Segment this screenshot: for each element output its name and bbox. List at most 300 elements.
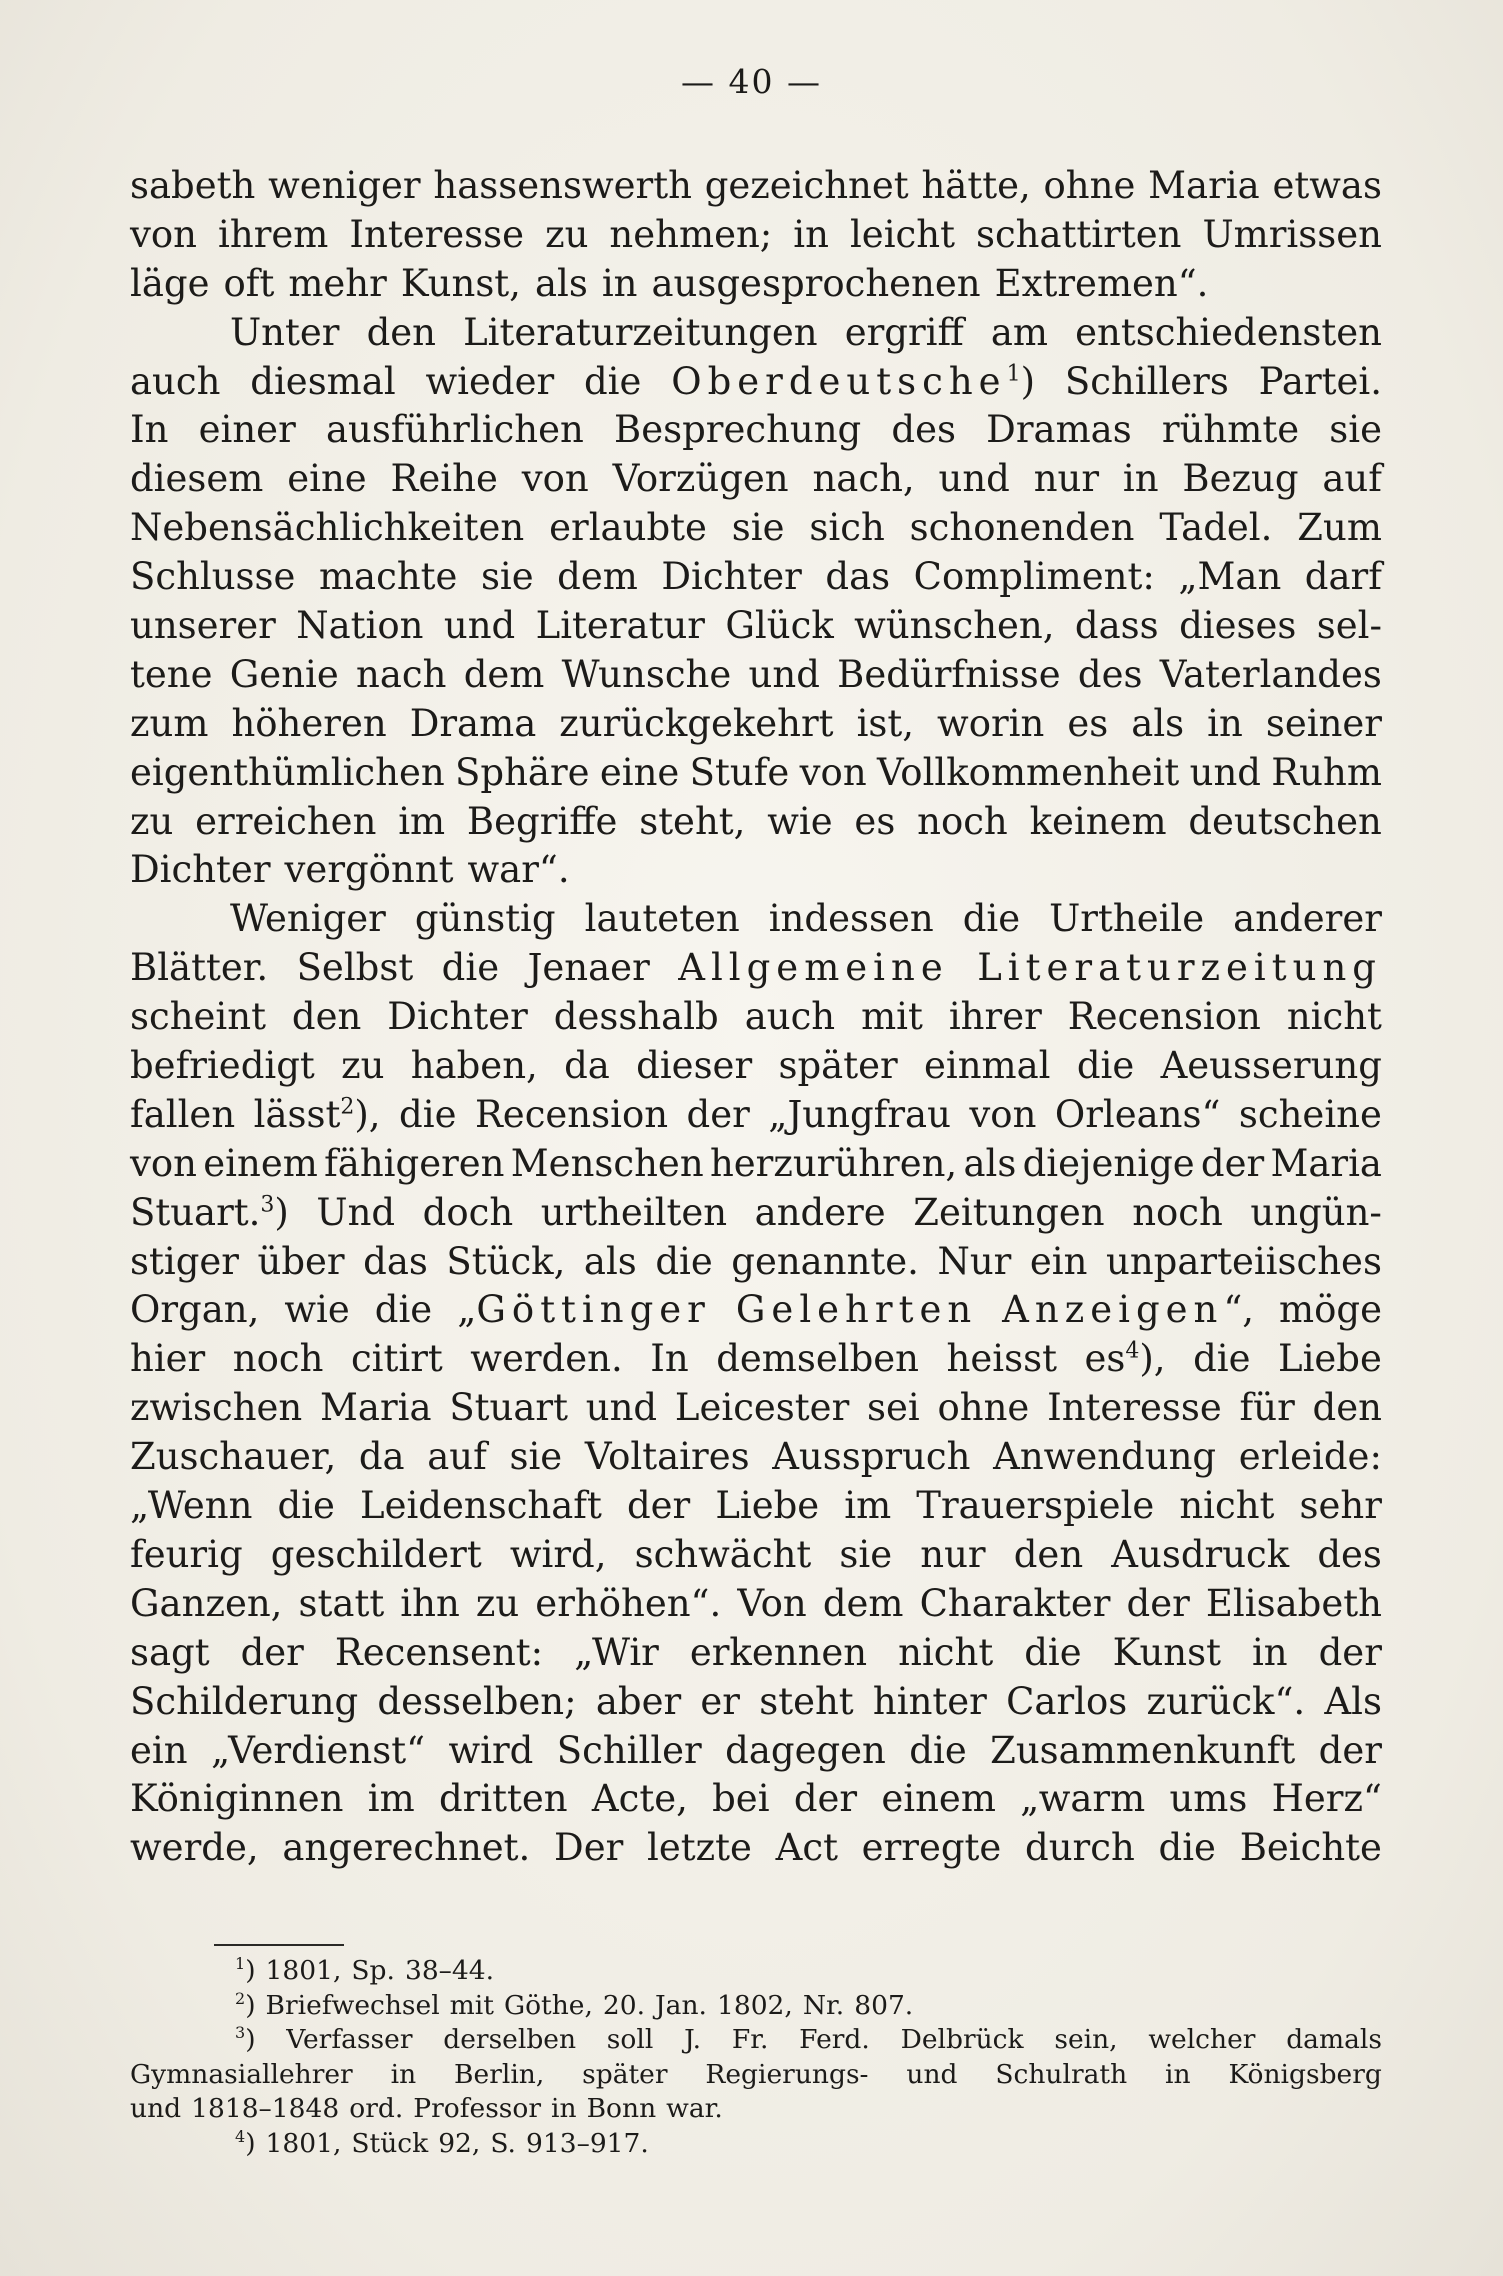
word: erhöhen“. [535, 1581, 722, 1625]
word: Maria [320, 1386, 432, 1430]
word: Königsberg [1228, 2058, 1382, 2090]
word: die [1193, 1337, 1251, 1381]
word: 913–917. [525, 2127, 649, 2159]
word: sel- [1316, 604, 1382, 648]
word: Nur [937, 1239, 1012, 1283]
word: Gymnasiallehrer [130, 2058, 353, 2090]
word: Stufe [689, 750, 790, 794]
word: erkennen [689, 1630, 868, 1674]
word: dem [557, 555, 638, 599]
word: Dramas [986, 408, 1132, 452]
word: einem [881, 1777, 996, 1821]
footnote-marker: 3 [235, 2023, 246, 2043]
word: Leicester [674, 1386, 850, 1430]
word: eine [287, 457, 367, 501]
word: sehr [1299, 1484, 1382, 1528]
word: haben, [410, 1044, 538, 1088]
text-line [130, 455, 1382, 504]
word: Maria [1270, 1141, 1382, 1185]
word: noch [1132, 1190, 1223, 1234]
word: entschiedensten [1075, 310, 1382, 354]
word: wird [448, 1728, 534, 1772]
word: 1801, [265, 2127, 342, 2159]
footnote-rule [214, 1944, 344, 1946]
word: Bonn [586, 2093, 657, 2125]
word: Nr. [802, 1989, 845, 2021]
word: ein [1029, 1239, 1088, 1283]
footnote-line [130, 2023, 1382, 2058]
word: steht [759, 1679, 854, 1723]
word: den [291, 995, 362, 1039]
word: es [854, 799, 896, 843]
word: sich [809, 506, 885, 550]
word: Kunst, [400, 261, 521, 305]
word: befriedigt [130, 1044, 315, 1088]
word: des [891, 408, 956, 452]
word: Acte, [591, 1777, 688, 1821]
word: deutschen [1188, 799, 1382, 843]
word: Jenaer [527, 946, 650, 990]
text-line [130, 309, 1382, 358]
footnote-marker: 2 [235, 1988, 246, 2008]
word: sie [1329, 408, 1382, 452]
word: Sphäre [455, 750, 590, 794]
word: fallen [130, 1092, 236, 1136]
word: herzurühren, [709, 1141, 958, 1185]
word: später [582, 2058, 668, 2090]
word: auch [130, 359, 221, 403]
word: Zusammenkunft [990, 1728, 1296, 1772]
word: 20. [602, 1989, 646, 2021]
word: etwas [1272, 164, 1382, 207]
word: diejenige [1022, 1141, 1195, 1185]
word: 1818–1848 [191, 2093, 340, 2125]
word: ausführlichen [325, 408, 584, 452]
word: Umrissen [1202, 212, 1382, 256]
word: $^4$) [235, 2127, 256, 2159]
word: läge [130, 261, 210, 305]
word: die [441, 946, 500, 990]
text-line [130, 504, 1382, 553]
word: der [1126, 1581, 1190, 1625]
word: Maria [1148, 164, 1260, 207]
word: feurig [130, 1532, 243, 1576]
word: und [748, 652, 820, 696]
word: Vaterlandes [1159, 652, 1382, 696]
word: Unter [230, 310, 340, 354]
word: citirt [350, 1337, 443, 1381]
footnote-marker: 4 [235, 2127, 246, 2147]
word: Organ, [130, 1288, 260, 1332]
word: im [844, 1484, 892, 1528]
text-line [130, 602, 1382, 651]
word: Carlos [1006, 1679, 1128, 1723]
word: 1801, [265, 1955, 342, 1986]
text-line [130, 993, 1382, 1042]
word: In [130, 408, 169, 452]
word: statt [298, 1581, 385, 1625]
word: die [1076, 1044, 1135, 1088]
word: ihrer [948, 995, 1042, 1039]
word: zurück“. [1146, 1679, 1306, 1723]
word: „Wir [574, 1630, 659, 1674]
word: werden. [470, 1337, 623, 1381]
word: die [374, 1288, 433, 1332]
word: erlaubte [549, 506, 707, 550]
word: war“. [467, 848, 570, 892]
word: rühmte [1161, 408, 1300, 452]
word: in [1122, 457, 1159, 501]
word: ihrem [218, 212, 329, 256]
word: Stuart [449, 1386, 568, 1430]
word: Ferd. [799, 2024, 870, 2056]
word: auch [744, 995, 836, 1039]
word: der [626, 1484, 691, 1528]
word: dem [463, 652, 545, 696]
word: Compliment: [913, 555, 1155, 599]
word: Leidenschaft [360, 1484, 602, 1528]
word: wie [767, 799, 833, 843]
word: Interesse [1047, 1386, 1222, 1430]
word: Literatur [535, 604, 705, 648]
footnotes [130, 1954, 1382, 2162]
word: Besprechung [614, 408, 862, 452]
text-line [130, 1042, 1382, 1091]
word: nur [920, 1532, 986, 1576]
text-line [130, 406, 1382, 455]
text-line [130, 1335, 1382, 1384]
word: nach [356, 652, 447, 696]
word: die [1158, 1826, 1216, 1870]
word: sagt [130, 1630, 210, 1674]
word: hätte, [921, 164, 1031, 207]
word: genannte. [731, 1239, 919, 1283]
word: andere [754, 1190, 886, 1234]
text-line [130, 211, 1382, 260]
word: weniger [268, 164, 421, 207]
word: Anzeigen“, [1002, 1288, 1255, 1332]
word: unparteiisches [1105, 1239, 1382, 1283]
word: mehr [288, 261, 387, 305]
word: zu [475, 1581, 520, 1625]
word: von [521, 457, 589, 501]
word: Stück [351, 2127, 429, 2159]
text-line [130, 1580, 1382, 1629]
word: ist, [856, 701, 915, 745]
word: sei [867, 1386, 920, 1430]
word: Liebe [1278, 1337, 1382, 1381]
word: Regierungs- [705, 2058, 869, 2090]
word: das [825, 555, 891, 599]
footnote-line [130, 1989, 1382, 2024]
word: „Man [1178, 555, 1282, 599]
footnote-line [130, 2127, 1382, 2162]
word: gezeichnet [704, 164, 909, 207]
word: In [650, 1337, 689, 1381]
word: steht, [639, 799, 746, 843]
word: als [1131, 701, 1185, 745]
word: zu [341, 1044, 385, 1088]
word: Berlin, [454, 2058, 545, 2090]
word: demselben [716, 1337, 920, 1381]
word: des [1317, 1532, 1382, 1576]
word: $es^4$), [1084, 1337, 1166, 1381]
text-line [130, 846, 1382, 895]
word: die [1024, 1630, 1082, 1674]
text-line [130, 1286, 1382, 1335]
word: Herz“ [1271, 1777, 1382, 1821]
text-line [130, 944, 1382, 993]
emphasis-spaced: Anzeigen [1002, 1288, 1224, 1332]
word: ein [130, 1728, 188, 1772]
word: Weniger [230, 897, 386, 941]
word: mit [861, 995, 923, 1039]
word: am [990, 310, 1049, 354]
word: Menschen [510, 1141, 704, 1185]
word: sabeth [130, 164, 256, 207]
word: und [1189, 750, 1261, 794]
word: Elisabeth [1205, 1581, 1382, 1625]
word: anderer [1233, 897, 1382, 941]
word: werde, [130, 1826, 259, 1870]
word: $^2$) [235, 1988, 256, 2021]
word: wird, [509, 1532, 607, 1576]
word: und [443, 604, 516, 648]
word: der [686, 1092, 750, 1136]
text-line [130, 553, 1382, 602]
word: Göthe, [503, 1989, 593, 2021]
word: unserer [130, 604, 276, 648]
word: Dichter [661, 555, 802, 599]
word [678, 944, 949, 993]
text-line [130, 1091, 1382, 1140]
word: möge [1279, 1288, 1382, 1332]
word: Bedürfnisse [837, 652, 1061, 696]
word: heisst [946, 1337, 1057, 1381]
word: Jan. [655, 1989, 707, 2021]
word: $^1$) [235, 1954, 256, 1986]
word: und [906, 2058, 958, 2090]
word: S. [490, 2127, 516, 2159]
word: von [130, 212, 198, 256]
word: lässt$^2$), [253, 1092, 381, 1136]
word: Oberdeutsche$^1$) [671, 359, 1036, 403]
word: schattirten [975, 212, 1182, 256]
word: Und [316, 1190, 396, 1234]
word: scheint [130, 995, 266, 1039]
word: eigenthümlichen [130, 750, 445, 794]
word: desshalb [553, 995, 719, 1039]
word: in [601, 261, 638, 305]
word: sein, [1054, 2024, 1118, 2056]
word: indessen [768, 897, 934, 941]
word: „warm [1020, 1777, 1146, 1821]
word: nicht [898, 1630, 994, 1674]
word: höheren [231, 701, 387, 745]
text-line [130, 1238, 1382, 1287]
word: damals [1286, 2024, 1382, 2056]
word: als [583, 1239, 637, 1283]
word: Glück [725, 604, 834, 648]
word: Zum [1297, 506, 1382, 550]
word: für [1239, 1386, 1295, 1430]
word: den [1013, 1532, 1084, 1576]
word: einmal [923, 1044, 1051, 1088]
text-line [130, 749, 1382, 798]
word: Extremen“. [994, 261, 1209, 305]
word: die [399, 1092, 457, 1136]
word: zu [130, 799, 174, 843]
word: Beichte [1239, 1826, 1382, 1870]
word: der [1200, 1141, 1265, 1185]
word: tene [130, 652, 213, 696]
word: angerechnet. [282, 1826, 531, 1870]
page-number: — 40 — [681, 62, 822, 101]
word: Briefwechsel [265, 1989, 440, 2021]
word: von [799, 750, 867, 794]
emphasis-spaced: Göttinger [476, 1288, 711, 1332]
word: schonenden [909, 506, 1135, 550]
word: sie [731, 506, 785, 550]
word: auf [427, 1435, 487, 1479]
text-line [130, 1384, 1382, 1433]
word: stiger [130, 1239, 239, 1283]
word: worin [937, 701, 1045, 745]
word: eine [599, 750, 680, 794]
word: wie [284, 1288, 350, 1332]
word: machte [318, 555, 458, 599]
text-line [130, 1433, 1382, 1482]
word: Selbst [296, 946, 414, 990]
text-line [130, 1824, 1382, 1873]
word: später [778, 1044, 898, 1088]
word [977, 944, 1382, 993]
word: Interesse [349, 212, 525, 256]
word: 92, [438, 2127, 481, 2159]
word: darf [1304, 555, 1382, 599]
word: Ausspruch [772, 1435, 971, 1479]
word: fähigeren [324, 1141, 505, 1185]
text-line [130, 1531, 1382, 1580]
text-line [130, 700, 1382, 749]
word: diesem [130, 457, 264, 501]
footnote-line [130, 2058, 1382, 2093]
word: sie [839, 1532, 893, 1576]
word: desselben; [377, 1679, 577, 1723]
word: zurückgekehrt [559, 701, 834, 745]
word: „Göttinger [457, 1288, 711, 1332]
word: als [534, 261, 588, 305]
word: leicht [849, 212, 955, 256]
word: Fr. [731, 2024, 769, 2056]
word: die [655, 1239, 713, 1283]
text-line [130, 1189, 1382, 1238]
word: nur [1033, 457, 1100, 501]
footnote-marker: 3 [260, 1192, 275, 1218]
word: da [358, 1435, 405, 1479]
word: hier [130, 1337, 206, 1381]
word: Schilderung [130, 1679, 359, 1723]
word: hassenswerth [433, 164, 692, 207]
word: als [963, 1141, 1017, 1185]
word: ohne [1043, 164, 1136, 207]
text-line [130, 162, 1382, 211]
word: Als [1324, 1679, 1382, 1723]
word: doch [422, 1190, 514, 1234]
word: Literaturzeitungen [463, 310, 818, 354]
word: in [390, 2058, 417, 2090]
emphasis-spaced: Literaturzeitung [977, 946, 1382, 990]
word: Drama [409, 701, 537, 745]
word: Dichter [130, 848, 271, 892]
word: ergriff [844, 310, 964, 354]
word: Trauerspiele [916, 1484, 1155, 1528]
word: wieder [425, 359, 555, 403]
word: und [938, 457, 1010, 501]
word: Voltaires [584, 1435, 750, 1479]
word: schwächt [634, 1532, 812, 1576]
text-line [130, 651, 1382, 700]
word: dem [822, 1581, 904, 1625]
footnote-line [130, 1954, 1382, 1989]
text-line [130, 1678, 1382, 1727]
word: Delbrück [900, 2024, 1024, 2056]
body-text [130, 162, 1382, 1873]
word: den [366, 310, 436, 354]
word: Ruhm [1271, 750, 1382, 794]
word: 38–44. [404, 1955, 495, 1986]
word: Charakter [919, 1581, 1111, 1625]
word: von [130, 1141, 198, 1185]
word: Recension [474, 1092, 669, 1136]
word: vergönnt [284, 848, 454, 892]
word: Reihe [390, 457, 498, 501]
word: Schlusse [130, 555, 296, 599]
word: Stuart.$^3$) [130, 1190, 289, 1234]
word: der [240, 1630, 304, 1674]
word: Zuschauer, [130, 1435, 337, 1479]
word: $^3$) [235, 2023, 256, 2056]
word: diesmal [250, 359, 396, 403]
word: bei [712, 1777, 770, 1821]
word: zu [545, 212, 589, 256]
word: dass [1074, 604, 1159, 648]
word: noch [232, 1337, 324, 1381]
emphasis-spaced: Gelehrten [735, 1288, 978, 1332]
word: Urtheile [1049, 897, 1205, 941]
word: ausgesprochenen [651, 261, 981, 305]
word: Der [554, 1826, 624, 1870]
word: Recensent: [334, 1630, 544, 1674]
footnote-marker: 1 [1006, 361, 1021, 387]
word: in [793, 212, 829, 256]
word: in [551, 2093, 577, 2125]
word: ord. [349, 2093, 404, 2125]
text-line [130, 1727, 1382, 1776]
word: nicht [1286, 995, 1382, 1039]
emphasis-spaced: Oberdeutsche [671, 359, 1007, 403]
word: ungün- [1250, 1190, 1382, 1234]
emphasis-spaced: Allgemeine [678, 946, 949, 990]
footnote-marker: 4 [1125, 1339, 1140, 1365]
word: Begriffe [466, 799, 618, 843]
word: Vollkommenheit [876, 750, 1180, 794]
word: sie [509, 1435, 563, 1479]
word: urtheilten [540, 1190, 728, 1234]
word: mit [449, 1989, 494, 2021]
word: durch [1025, 1826, 1135, 1870]
word: in [1165, 2058, 1191, 2090]
